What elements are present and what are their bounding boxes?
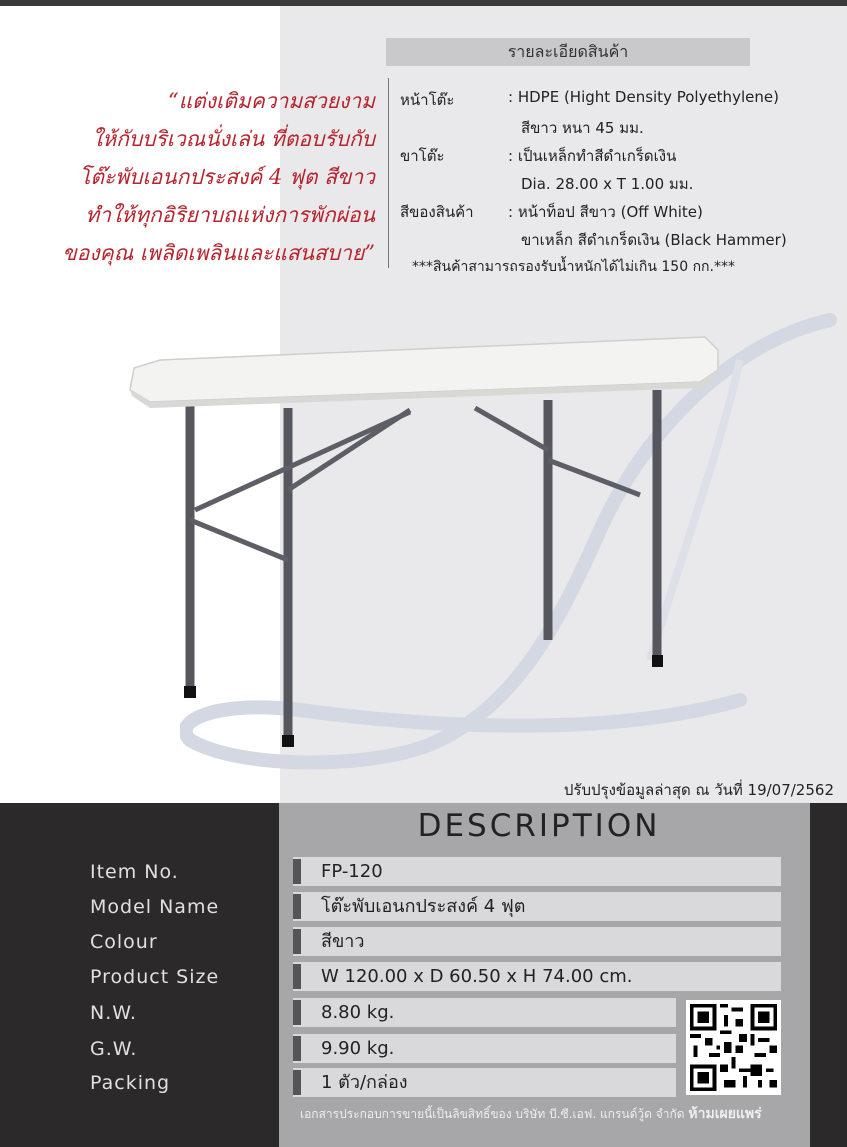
colour-value: สีขาว bbox=[321, 931, 365, 952]
product-size-field bbox=[293, 962, 781, 991]
copyright-text: เอกสารประกอบการขายนี้เป็นลิขสิทธิ์ของ บริษัท บี.ซี.เอฟ. แกรนด์วู้ด จำกัด bbox=[300, 1107, 685, 1121]
gross-weight-label: G.W. bbox=[90, 1038, 138, 1060]
gross-weight-field bbox=[293, 1034, 676, 1063]
qr-code[interactable] bbox=[686, 1000, 781, 1095]
spec-leg-material: : เป็นเหล็กทำสีดำเกร็ดเงิน bbox=[508, 147, 677, 165]
folding-table-image bbox=[120, 330, 730, 760]
slogan-quote bbox=[30, 82, 375, 272]
spec-color-top: : หน้าท็อป สีขาว (Off White) bbox=[508, 203, 703, 221]
packing-field bbox=[293, 1068, 676, 1097]
spec-top-material: : HDPE (Hight Density Polyethylene) bbox=[508, 88, 779, 106]
net-weight-value: 8.80 kg. bbox=[321, 1002, 395, 1023]
item-no-value: FP-120 bbox=[321, 861, 383, 882]
model-name-field bbox=[293, 892, 781, 921]
colour-label: Colour bbox=[90, 931, 158, 953]
spec-divider bbox=[388, 78, 389, 268]
product-size-value: W 120.00 x D 60.50 x H 74.00 cm. bbox=[321, 966, 633, 987]
model-name-value: โต๊ะพับเอนกประสงค์ 4 ฟุต bbox=[321, 896, 526, 917]
slogan-line: ให้กับบริเวณนั่งเล่น ที่ตอบรับกับ bbox=[92, 127, 375, 151]
model-name-label: Model Name bbox=[90, 896, 220, 918]
colour-field bbox=[293, 927, 781, 956]
packing-value: 1 ตัว/กล่อง bbox=[321, 1072, 408, 1093]
spec-color-leg: ขาเหล็ก สีดำเกร็ดเงิน (Black Hammer) bbox=[521, 231, 787, 249]
slogan-line: ของคุณ เพลิดเพลินและแสนสบาย” bbox=[62, 241, 375, 265]
slogan-line: “แต่งเติมความสวยงาม bbox=[167, 89, 375, 113]
item-no-field bbox=[293, 857, 781, 886]
description-title: DESCRIPTION bbox=[417, 808, 661, 844]
spec-leg-label: ขาโต๊ะ bbox=[400, 147, 445, 165]
spec-leg-detail: Dia. 28.00 x T 1.00 มม. bbox=[521, 175, 694, 193]
weight-note: ***สินค้าสามารถรองรับน้ำหนักได้ไม่เกิน 150 กก.*** bbox=[412, 259, 735, 275]
spec-top-label: หน้าโต๊ะ bbox=[400, 91, 455, 109]
slogan-line: โต๊ะพับเอนกประสงค์ 4 ฟุต สีขาว bbox=[79, 165, 375, 189]
slogan-line: ทำให้ทุกอิริยาบถแห่งการพักผ่อน bbox=[85, 203, 375, 227]
spec-top-detail: สีขาว หนา 45 มม. bbox=[521, 119, 644, 137]
copyright-emphasis: ห้ามเผยแพร่ bbox=[688, 1106, 762, 1122]
copyright-footer bbox=[300, 1103, 762, 1125]
item-no-label: Item No. bbox=[90, 861, 179, 883]
product-size-label: Product Size bbox=[90, 966, 220, 988]
net-weight-field bbox=[293, 998, 676, 1027]
last-updated: ปรับปรุงข้อมูลล่าสุด ณ วันที่ 19/07/2562 bbox=[563, 781, 834, 799]
gross-weight-value: 9.90 kg. bbox=[321, 1038, 395, 1059]
net-weight-label: N.W. bbox=[90, 1002, 137, 1024]
spec-color-label: สีของสินค้า bbox=[400, 203, 474, 221]
packing-label: Packing bbox=[90, 1072, 171, 1094]
spec-header: รายละเอียดสินค้า bbox=[386, 38, 750, 66]
